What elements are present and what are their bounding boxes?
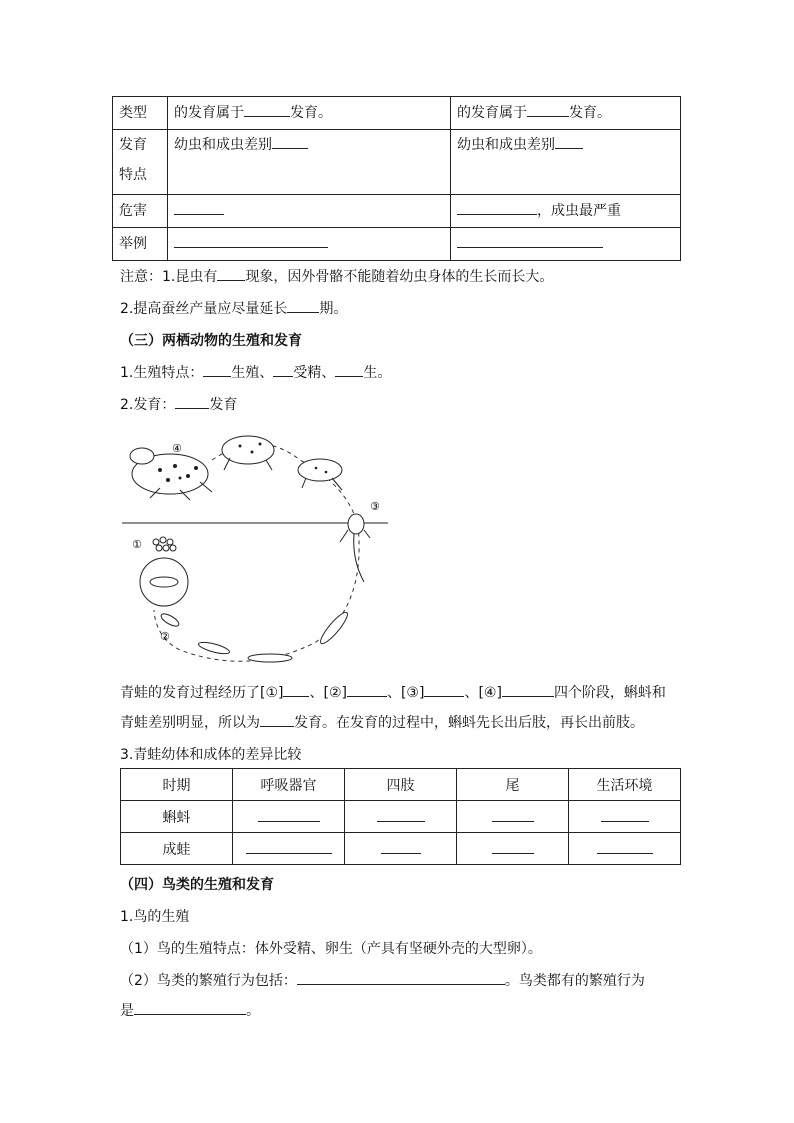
fill-blank[interactable] (335, 362, 363, 377)
fill-blank[interactable] (287, 298, 319, 313)
table-row (113, 195, 681, 228)
stage-paragraph-1 (120, 682, 666, 702)
fill-blank[interactable] (246, 839, 332, 854)
table-cell (451, 195, 681, 228)
header-cell: 时期 (121, 769, 233, 801)
note-1 (120, 266, 553, 286)
comparison-title: 3.青蛙幼体和成体的差异比较 (120, 747, 302, 763)
stage-paragraph-2 (120, 712, 644, 732)
fill-blank[interactable] (244, 102, 290, 117)
fill-blank[interactable] (601, 807, 649, 822)
development-line (120, 394, 237, 414)
table-row (113, 130, 681, 195)
header-cell: 四肢 (345, 769, 457, 801)
text: 2.发育： (120, 397, 176, 413)
row-label: 危害 (113, 195, 168, 228)
label-line: 发育 (119, 137, 147, 153)
label-3: ③ (370, 500, 380, 513)
fill-blank[interactable] (492, 807, 534, 822)
fill-blank[interactable] (502, 682, 554, 697)
text: 、[④] (464, 685, 502, 701)
fill-blank[interactable] (203, 362, 231, 377)
table-cell (168, 228, 451, 261)
fill-blank[interactable] (175, 394, 209, 409)
table-row (113, 97, 681, 130)
text: 期。 (319, 301, 348, 317)
fill-blank[interactable] (174, 233, 328, 248)
fill-blank[interactable] (457, 233, 603, 248)
embryo-icon (140, 558, 188, 606)
cell-text: ，成虫最严重 (537, 203, 621, 219)
young-frog-icon (222, 436, 274, 470)
fill-blank[interactable] (457, 200, 537, 215)
note-2 (120, 298, 347, 318)
cell-text: 幼虫和成虫差别 (457, 137, 555, 153)
tadpole-icon (159, 609, 350, 662)
table-header-row (121, 769, 681, 801)
cell-text: 发育。 (290, 105, 332, 121)
bird-line-3 (120, 970, 645, 990)
text: 现象，因外骨骼不能随着幼虫身体的生长而长大。 (245, 269, 554, 285)
row-label: 类型 (113, 97, 168, 130)
text: 注意：1.昆虫有 (120, 269, 218, 285)
fill-blank[interactable] (597, 839, 653, 854)
row-label: 蝌蚪 (121, 801, 233, 833)
row-label (113, 130, 168, 195)
section-heading: （四）鸟类的生殖和发育 (120, 877, 274, 893)
cell-text: 的发育属于 (174, 105, 244, 121)
bird-line-2: （1）鸟的生殖特点：体外受精、卵生（产具有坚硬外壳的大型卵）。 (120, 941, 542, 957)
text: 青蛙差别明显，所以为 (120, 715, 260, 731)
text: 。鸟类都有的繁殖行为 (504, 973, 645, 989)
table-cell (233, 833, 345, 865)
fill-blank[interactable] (492, 839, 534, 854)
fill-blank[interactable] (260, 712, 294, 727)
table-cell (451, 228, 681, 261)
row-label: 成蛙 (121, 833, 233, 865)
table-row (113, 228, 681, 261)
table-cell (457, 833, 569, 865)
text: 是 (120, 1003, 134, 1019)
text: 四个阶段，蝌蚪和 (553, 685, 666, 701)
text: 。 (246, 1003, 260, 1019)
fill-blank[interactable] (174, 200, 224, 215)
header-cell: 生活环境 (569, 769, 681, 801)
fill-blank[interactable] (258, 807, 320, 822)
frog-life-cycle-diagram (120, 430, 390, 670)
fill-blank[interactable] (297, 970, 505, 985)
text: 2.提高蚕丝产量应尽量延长 (120, 301, 288, 317)
froglet-icon (298, 459, 342, 490)
bird-line-4 (120, 1000, 260, 1020)
adult-frog-icon (130, 448, 212, 500)
text: 生殖、 (231, 365, 274, 381)
text: 、[③] (386, 685, 425, 701)
fill-blank[interactable] (283, 682, 309, 697)
fill-blank[interactable] (424, 682, 464, 697)
table-row (121, 801, 681, 833)
text: 青蛙的发育过程经历了[①] (120, 685, 284, 701)
label-line: 特点 (119, 167, 147, 183)
table-cell (451, 97, 681, 130)
text: 1.生殖特点： (120, 365, 204, 381)
cell-text: 的发育属于 (457, 105, 527, 121)
header-cell: 尾 (457, 769, 569, 801)
fill-blank[interactable] (272, 134, 308, 149)
fill-blank[interactable] (377, 807, 425, 822)
table-cell (345, 833, 457, 865)
table-cell (345, 801, 457, 833)
fill-blank[interactable] (527, 102, 569, 117)
text: 生。 (363, 365, 392, 381)
label-1: ① (132, 538, 142, 551)
label-4: ④ (172, 442, 182, 455)
fill-blank[interactable] (381, 839, 421, 854)
reproduction-line (120, 362, 391, 382)
text: （2）鸟类的繁殖行为包括： (120, 973, 297, 989)
text: 发育。在发育的过程中，蝌蚪先长出后肢，再长出前肢。 (294, 715, 644, 731)
table-cell (451, 130, 681, 195)
text: 发育 (209, 397, 238, 413)
insect-development-table (112, 96, 681, 261)
row-label: 举例 (113, 228, 168, 261)
table-cell (457, 801, 569, 833)
table-cell (168, 195, 451, 228)
frog-comparison-table (120, 768, 681, 865)
text: 、[②] (309, 685, 347, 701)
table-cell (168, 130, 451, 195)
fill-blank[interactable] (347, 682, 387, 697)
label-2: ② (160, 630, 170, 643)
fill-blank[interactable] (555, 134, 583, 149)
table-cell (569, 833, 681, 865)
text: 受精、 (293, 365, 336, 381)
cell-text: 幼虫和成虫差别 (174, 137, 272, 153)
cell-text: 发育。 (569, 105, 611, 121)
fill-blank[interactable] (273, 362, 293, 377)
fill-blank[interactable] (217, 266, 245, 281)
tadpole-with-legs-icon (340, 514, 370, 582)
bird-line-1: 1.鸟的生殖 (120, 909, 190, 925)
section-heading: （三）两栖动物的生殖和发育 (120, 333, 302, 349)
table-cell (168, 97, 451, 130)
table-cell (233, 801, 345, 833)
fill-blank[interactable] (134, 1000, 246, 1015)
table-row (121, 833, 681, 865)
egg-mass-icon (153, 537, 176, 551)
table-cell (569, 801, 681, 833)
header-cell: 呼吸器官 (233, 769, 345, 801)
